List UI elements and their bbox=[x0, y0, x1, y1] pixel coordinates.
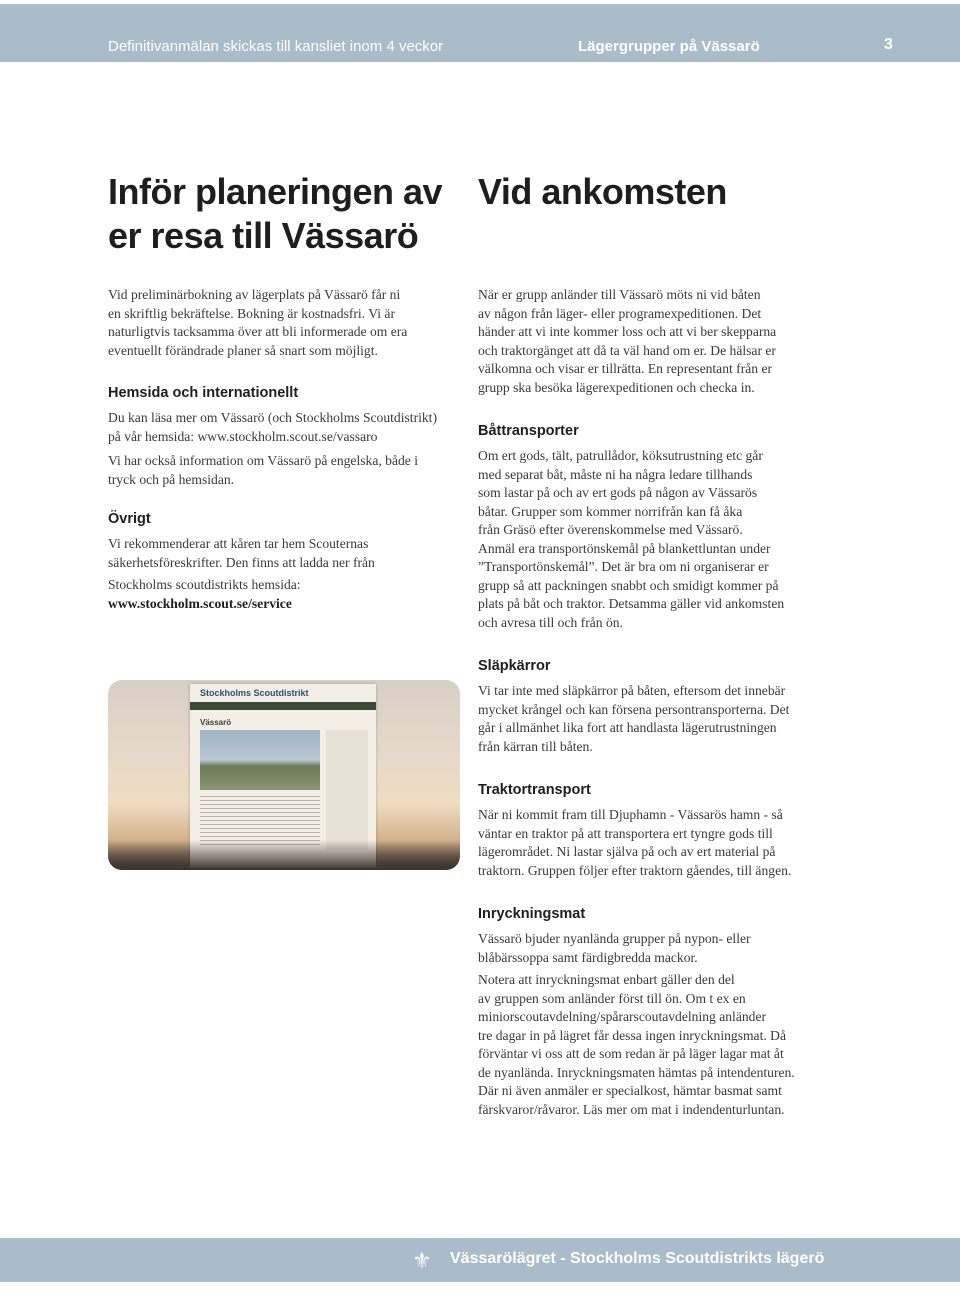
right-column bbox=[478, 170, 838, 1119]
arrival-intro: När er grupp anländer till Vässarö möts ni vid båten av någon från läger- eller programexpeditionen. Det händer att vi inte kommer loss och att vi ber skepparna och traktorgänget att då ta väl hand om er. De hälsar er välkomna och visar er tillrätta. En representant från er grupp ska besöka lägerexpeditionen och checka in. bbox=[478, 287, 777, 395]
right-title: Vid ankomsten bbox=[478, 171, 727, 212]
page-footer bbox=[0, 1238, 960, 1282]
ovrigt-site-text: Stockholms scoutdistrikts hemsida: www.stockholm.scout.se/service bbox=[108, 576, 463, 613]
slapkarror-text: Vi tar inte med släpkärror på båten, eftersom det innebär mycket krångel och kan försena persontransporterna. Det går i allmänhet lika fort att handlasta lägerutrustningen från kärran till båten. bbox=[478, 683, 790, 754]
traktortransport-text: När ni kommit fram till Djuphamn - Vässarös hamn - så väntar en traktor på att transportera ert tyngre gods till lägerområdet. Ni lastar själva på och av ert material på traktorn. Gruppen följer efter traktorn gåendes, till ängen. bbox=[478, 807, 792, 878]
page-number: 3 bbox=[884, 36, 893, 53]
page-header bbox=[0, 4, 960, 62]
heading-traktortransport: Traktortransport bbox=[478, 782, 591, 798]
inryckningsmat-text-1: Vässarö bjuder nyanlända grupper på nypon- eller blåbärssoppa samt färdigbredda mackor. bbox=[478, 931, 751, 965]
inryckningsmat-text-2: Notera att inryckningsmat enbart gäller den del av gruppen som anländer först till ön. Om t ex en miniorscoutavdelning/spårarscoutavdelning anländer tre dagar in på lägret får dessa ingen inryckningsmat. Då förväntar vi oss att de som redan är på läger lagar mat åt de nyanlända. Inryckningsmaten hämtas på intendenturen. Där ni även anmäler er specialkost, hämtar basmat samt färskvaror/råvaror. Läs mer om mat i indendenturluntan. bbox=[478, 972, 795, 1117]
heading-hemsida: Hemsida och internationellt bbox=[108, 385, 299, 401]
header-title: Lägergrupper på Vässarö bbox=[578, 38, 760, 55]
left-column bbox=[108, 170, 463, 613]
english-info-text: Vi har också information om Vässarö på engelska, både i tryck och på hemsidan. bbox=[108, 453, 418, 487]
left-title: Inför planeringen av er resa till Vässarö bbox=[108, 171, 443, 256]
header-notice: Definitivanmälan skickas till kansliet inom 4 veckor bbox=[108, 38, 444, 55]
footer-text: Vässarölägret - Stockholms Scoutdistrikts lägerö bbox=[450, 1250, 825, 1267]
scout-lily-icon: ⚜ bbox=[412, 1248, 432, 1273]
battransporter-text: Om ert gods, tält, patrullådor, köksutrustning etc går med separat båt, måste ni ha några ledare tillhands som lastar på och av ert gods på någon av Vässarös båtar. Grupper som kommer norrifrån kan få åka från Gräsö efter överenskommelse med Vässarö. Anmäl era transportönskemål på blankettluntan under ”Transportönskemål”. Det är bra om ni organiserar er grupp så att packningen snabbt och smidigt kommer på plats på båt och traktor. Detsamma gäller vid ankomsten och avresa till och från ön. bbox=[478, 448, 785, 630]
hemsida-text: Du kan läsa mer om Vässarö (och Stockholms Scoutdistrikt) på vår hemsida: www.stockholm.scout.se/vassaro bbox=[108, 410, 437, 444]
tree-silhouette bbox=[108, 840, 460, 870]
left-intro: Vid preliminärbokning av lägerplats på Vässarö får ni en skriftlig bekräftelse. Bokning är kostnadsfri. Vi är naturligtvis tacksamma över att bli informerade om era eventuellt förändrade planer så snart som möjligt. bbox=[108, 287, 408, 358]
heading-slapkarror: Släpkärror bbox=[478, 658, 551, 674]
website-sidebar bbox=[326, 730, 368, 850]
website-screenshot-image bbox=[108, 680, 460, 870]
heading-battransporter: Båttransporter bbox=[478, 423, 579, 439]
website-logo: Stockholms Scoutdistrikt bbox=[200, 688, 309, 698]
island-photo bbox=[200, 730, 320, 790]
service-link[interactable]: www.stockholm.scout.se/service bbox=[108, 595, 292, 611]
ovrigt-text: Vi rekommenderar att kåren tar hem Scouternas säkerhetsföreskrifter. Den finns att ladda ner från bbox=[108, 536, 375, 570]
website-nav bbox=[190, 702, 376, 710]
heading-inryckningsmat: Inryckningsmat bbox=[478, 906, 586, 922]
website-page-title: Vässarö bbox=[200, 718, 232, 727]
heading-ovrigt: Övrigt bbox=[108, 511, 151, 527]
website-text-block bbox=[200, 796, 320, 846]
